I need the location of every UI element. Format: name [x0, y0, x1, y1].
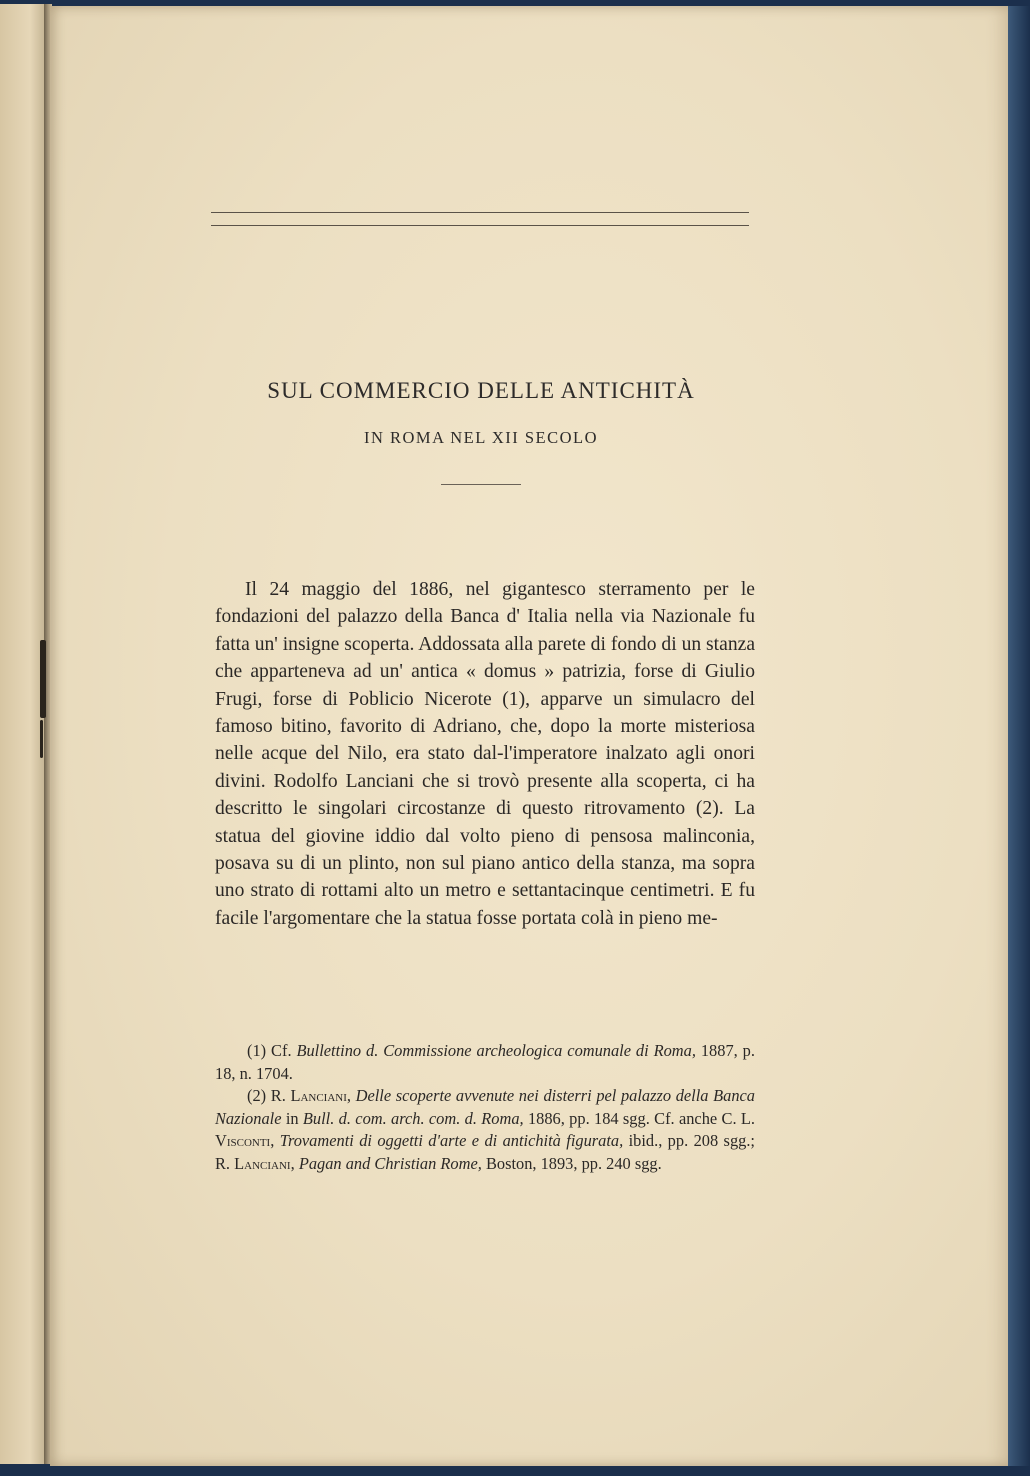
footnote-2-author1: Lanciani,	[290, 1086, 351, 1106]
footnote-1-cf: Cf.	[271, 1041, 292, 1060]
footnote-2-title1: Delle scoperte avvenute nei disterri pel palazzo della Banca Nazionale	[215, 1086, 755, 1128]
article-subtitle: IN ROMA NEL XII SECOLO	[363, 428, 599, 447]
binding-mark	[40, 720, 43, 758]
right-margin-edge	[1008, 6, 1030, 1466]
binding-mark	[40, 640, 46, 718]
footnote-2-author2: Visconti,	[215, 1131, 275, 1151]
footnote-2-journal: Bull. d. com. arch. com. d. Roma,	[302, 1108, 524, 1128]
article-title: SUL COMMERCIO DELLE ANTICHITÀ	[267, 378, 695, 403]
footnote-1-details: 1887, p. 18, n. 1704.	[215, 1041, 755, 1083]
body-paragraph: Il 24 maggio del 1886, nel gigantesco sterramento per le fondazioni del palazzo della Banca d' Italia nella via Nazionale fu fatta un' insigne scoperta. Addossata alla parete di fondo di un stanza che apparteneva ad un' antica « domus » patrizia, forse di Giulio Frugi, forse di Poblicio Nicerote (1), apparve un simulacro del famoso bitino, favorito di Adriano, che, dopo la morte misteriosa nelle acque del Nilo, era stato dal-l'imperatore inalzato agli onori divini. Rodolfo Lanciani che si trovò presente alla scoperta, ci ha descritto le singolari circostanze di questo ritrovamento (2). La statua del giovine iddio dal volto pieno di pensosa malinconia, posava su di un plinto, non sul piano antico della stanza, ma sopra uno strato di rottami alto un metro e settantacinque centimetri. E fu facile l'argomentare che la statua fosse portata colà in pieno me-	[215, 579, 756, 929]
header-rule-lower	[211, 225, 749, 226]
footnote-2-title2: Trovamenti di oggetti d'arte e di antichità figurata,	[279, 1131, 624, 1151]
footnote-1-title: Bullettino d. Commissione archeologica comunale di Roma,	[296, 1041, 696, 1060]
footnote-2-details2: ibid., pp. 208 sgg.; R.	[215, 1131, 755, 1173]
footnote-2-details1: 1886, pp. 184 sgg. Cf. anche C. L.	[527, 1108, 755, 1128]
footnote-2-number: (2)	[247, 1086, 267, 1106]
header-rule-upper	[211, 212, 749, 213]
footnote-2	[215, 1085, 755, 1175]
footnote-1	[215, 1040, 755, 1085]
footnote-2-in: in	[285, 1108, 299, 1128]
footnote-2-details3: Boston, 1893, pp. 240 sgg.	[485, 1153, 662, 1173]
footnote-2-title3: Pagan and Christian Rome,	[298, 1153, 482, 1173]
title-separator	[441, 484, 521, 485]
footnotes	[215, 1040, 755, 1176]
footnote-2-author3: Lanciani,	[234, 1153, 295, 1173]
footnote-1-number: (1)	[247, 1041, 267, 1060]
footnote-2-author1-initial: R.	[270, 1086, 286, 1106]
